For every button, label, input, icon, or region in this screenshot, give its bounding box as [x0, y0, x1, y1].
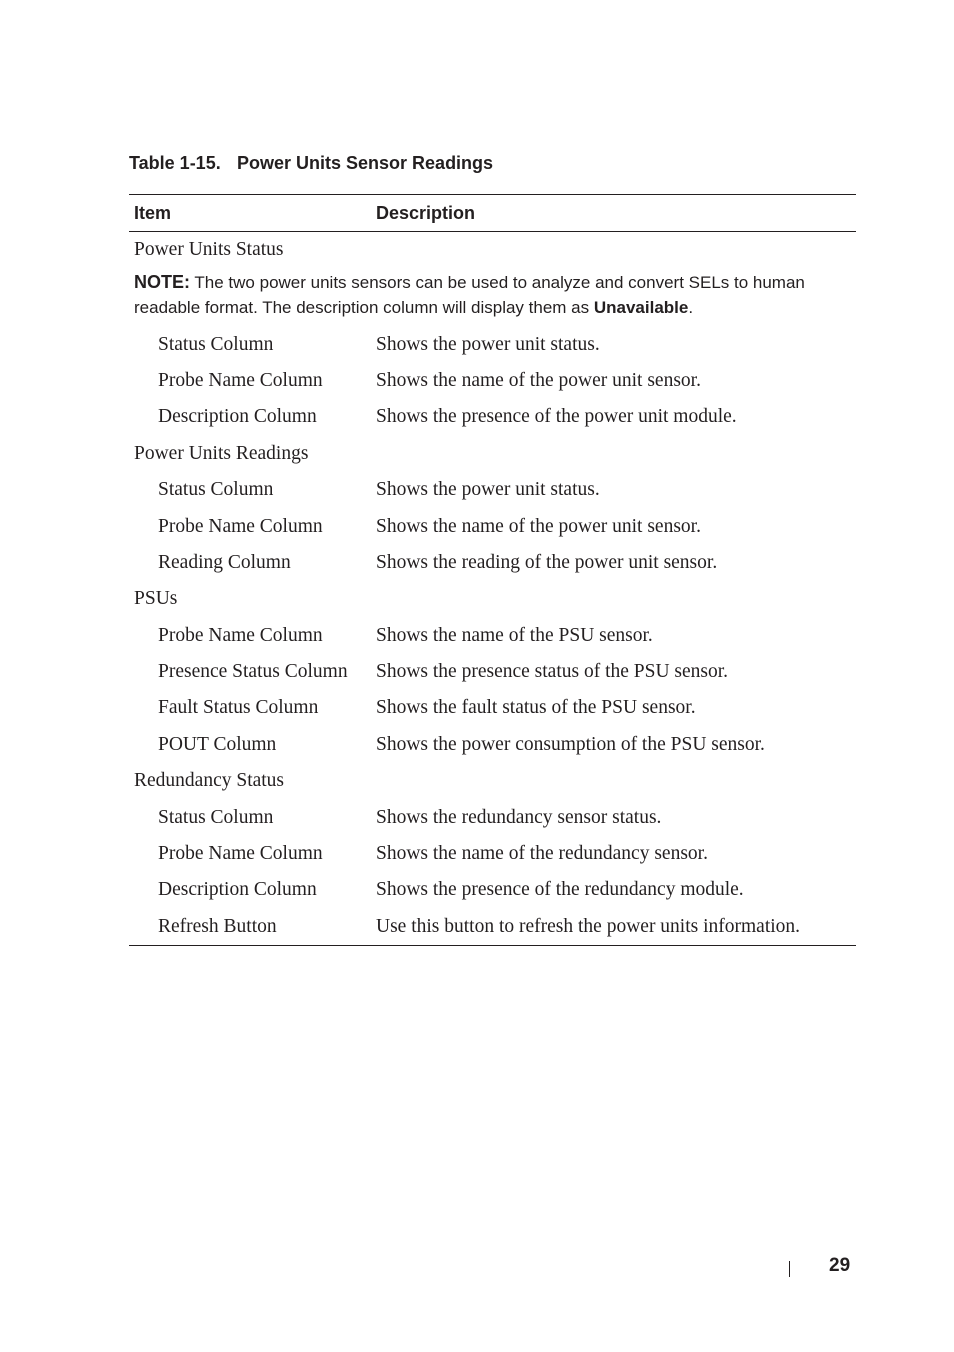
table-header-row [129, 195, 856, 232]
row-description: Shows the name of the PSU sensor. [376, 624, 653, 646]
footer-divider [789, 1261, 790, 1277]
note-ui-term: Unavailable [593, 298, 689, 318]
table-row [129, 727, 856, 763]
table-row [129, 690, 856, 726]
table-row [129, 326, 856, 362]
row-item: Refresh Button [158, 915, 277, 937]
table-row [129, 472, 856, 508]
table-title: Power Units Sensor Readings [237, 153, 494, 173]
row-item: Status Column [158, 806, 274, 828]
row-description: Shows the presence of the power unit module. [376, 406, 737, 428]
note-text: The two power units sensors can be used to analyze and convert SELs to human readable format. The description column will display them as [134, 273, 805, 318]
section-title: Power Units Readings [134, 442, 309, 464]
sensor-readings-table [129, 194, 856, 946]
section-title: Power Units Status [134, 239, 284, 261]
table-row [129, 545, 856, 581]
table-row [129, 399, 856, 435]
row-description: Shows the reading of the power unit sensor. [376, 551, 718, 573]
row-item: Probe Name Column [158, 369, 323, 391]
table-row [129, 618, 856, 654]
row-item: Reading Column [158, 551, 291, 573]
row-description: Shows the power consumption of the PSU sensor. [376, 733, 765, 755]
row-item: Status Column [158, 479, 274, 501]
row-item: Fault Status Column [158, 697, 319, 719]
row-item: Status Column [158, 333, 274, 355]
section-title: PSUs [134, 588, 178, 610]
table-row [129, 872, 856, 908]
row-item: POUT Column [158, 733, 277, 755]
row-description: Shows the power unit status. [376, 479, 600, 501]
row-item: Presence Status Column [158, 661, 348, 683]
table-caption [129, 153, 493, 174]
row-description: Shows the presence status of the PSU sensor. [376, 661, 729, 683]
row-description: Shows the name of the power unit sensor. [376, 515, 701, 537]
table-row [129, 654, 856, 690]
page-number: 29 [829, 1255, 851, 1276]
header-description: Description [376, 202, 476, 223]
section-title: Redundancy Status [134, 770, 285, 792]
row-item: Description Column [158, 879, 317, 901]
row-item: Description Column [158, 406, 317, 428]
row-description: Shows the power unit status. [376, 333, 600, 355]
table-row [129, 909, 856, 945]
table-row [129, 799, 856, 835]
row-description: Shows the redundancy sensor status. [376, 806, 662, 828]
row-item: Probe Name Column [158, 515, 323, 537]
header-item: Item [134, 202, 172, 223]
table-row [129, 508, 856, 544]
row-item: Probe Name Column [158, 843, 323, 865]
note-text-end: . [688, 298, 694, 318]
table-row [129, 836, 856, 872]
note [129, 268, 856, 326]
row-description: Shows the presence of the redundancy module. [376, 879, 744, 901]
row-item: Probe Name Column [158, 624, 323, 646]
row-description: Shows the name of the power unit sensor. [376, 369, 701, 391]
note-label: NOTE: [134, 272, 190, 293]
row-description: Use this button to refresh the power units information. [376, 915, 801, 937]
row-description: Shows the name of the redundancy sensor. [376, 843, 708, 865]
table-row [129, 363, 856, 399]
table-number: Table 1-15. [129, 153, 221, 173]
row-description: Shows the fault status of the PSU sensor. [376, 697, 696, 719]
